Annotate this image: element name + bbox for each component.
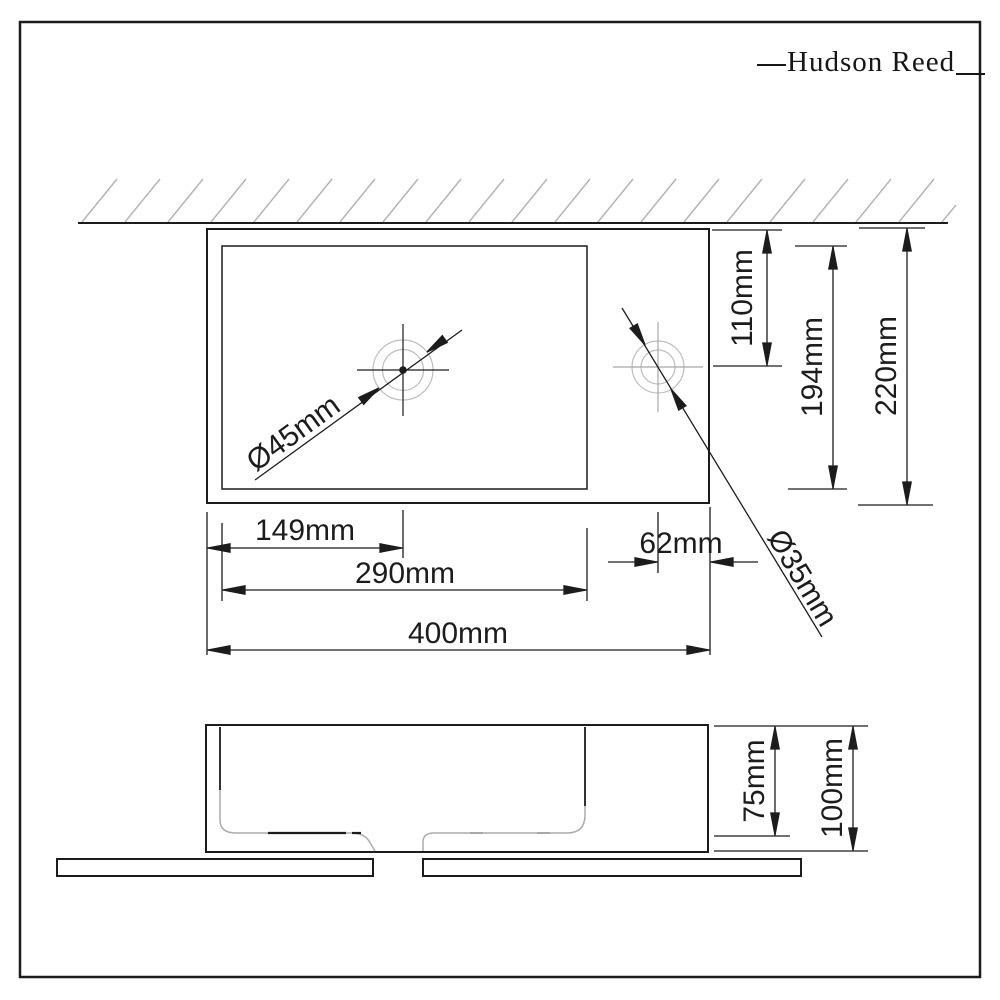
logo-left-rule xyxy=(757,64,786,66)
brand-logo xyxy=(757,44,985,80)
dim-label-290mm: 290mm xyxy=(354,557,456,590)
dim-label-220mm: 220mm xyxy=(870,315,903,417)
side-inner-profile xyxy=(220,788,585,851)
logo-right-rule xyxy=(956,73,985,75)
plan-view xyxy=(207,229,709,503)
wall-hatch xyxy=(82,179,956,222)
wall-section xyxy=(78,179,956,223)
dim-label-110mm: 110mm xyxy=(726,249,759,347)
basin-outer-outline xyxy=(207,229,709,503)
waste-hole xyxy=(357,324,449,416)
dim-label-400mm: 400mm xyxy=(407,617,509,650)
side-inner-walls xyxy=(220,727,585,833)
side-view xyxy=(57,725,801,876)
dim-label-62mm: 62mm xyxy=(639,527,723,560)
brand-name: Hudson Reed xyxy=(787,46,956,78)
dim-label-75mm: 75mm xyxy=(738,739,771,823)
dim-label-waste-diameter: Ø45mm xyxy=(240,388,347,479)
dim-label-100mm: 100mm xyxy=(816,737,849,839)
dim-label-tap-diameter: Ø35mm xyxy=(760,523,844,633)
mounting-rail-right xyxy=(423,859,801,876)
mounting-rail-left xyxy=(57,859,373,876)
dim-label-194mm: 194mm xyxy=(796,316,829,418)
dim-label-149mm: 149mm xyxy=(254,514,356,547)
